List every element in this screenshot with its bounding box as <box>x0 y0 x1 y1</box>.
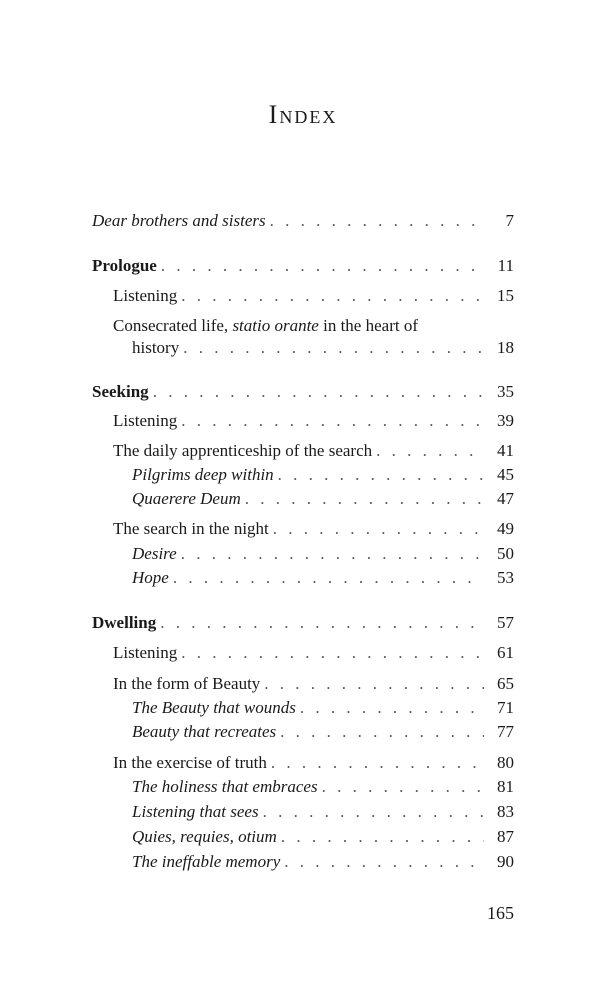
toc-section[interactable] <box>92 380 514 404</box>
toc-subentry-page: 71 <box>497 698 514 717</box>
toc-subentry-label: The holiness that embraces <box>132 777 318 796</box>
toc-subentry[interactable] <box>132 775 514 799</box>
toc-subentry-label: Quaerere Deum <box>132 489 241 508</box>
toc-subentry[interactable] <box>132 825 514 849</box>
toc-entry-label: The daily apprenticeship of the search <box>113 441 373 460</box>
toc-entry[interactable] <box>113 672 514 696</box>
toc-subentry-label: Desire <box>132 544 177 563</box>
toc-section[interactable] <box>92 254 514 278</box>
toc-subentry[interactable] <box>132 800 514 824</box>
toc-subentry[interactable] <box>132 463 514 487</box>
toc-subentry-label: Listening that sees <box>132 802 259 821</box>
toc-entry-label: In the form of Beauty <box>113 674 261 693</box>
toc-entry-label: history <box>132 338 180 357</box>
toc-subentry-page: 47 <box>497 489 514 508</box>
toc-entry[interactable] <box>113 439 514 463</box>
toc-entry-page: 49 <box>497 519 514 538</box>
toc-entry-page: 61 <box>497 643 514 662</box>
toc-subentry[interactable] <box>132 566 514 590</box>
toc-entry-page: 18 <box>497 338 514 357</box>
title-text: Index <box>268 100 338 129</box>
toc-entry-label: Listening <box>113 411 178 430</box>
toc-entry-label: Listening <box>113 643 178 662</box>
toc-subentry-page: 50 <box>497 544 514 563</box>
toc-section-label: Prologue <box>92 256 157 275</box>
page-number: 165 <box>487 903 514 923</box>
toc-entry-wrapped[interactable]: Consecrated life, statio orante in the heart of <box>113 316 418 335</box>
toc-entry[interactable] <box>113 409 514 433</box>
toc-entry-page: 41 <box>497 441 514 460</box>
toc-subentry-label: The Beauty that wounds <box>132 698 296 717</box>
toc-subentry[interactable] <box>132 542 514 566</box>
toc-section[interactable] <box>92 611 514 635</box>
toc-subentry-label: Beauty that recreates <box>132 722 277 741</box>
toc-subentry[interactable] <box>132 696 514 720</box>
toc-subentry[interactable] <box>132 850 514 874</box>
toc-subentry[interactable] <box>132 720 514 744</box>
toc-section-label: Seeking <box>92 382 149 401</box>
toc-entry-label: In the exercise of truth <box>113 753 267 772</box>
toc-entry-page: 39 <box>497 411 514 430</box>
toc-entry-continuation[interactable] <box>132 336 514 360</box>
toc-section-page: 57 <box>497 613 514 632</box>
toc-subentry-label: Hope <box>132 568 169 587</box>
toc-subentry-page: 87 <box>497 827 514 846</box>
toc-subentry-page: 77 <box>497 722 514 741</box>
toc-entry[interactable] <box>113 751 514 775</box>
toc-entry[interactable] <box>92 209 514 233</box>
page-title <box>0 100 606 130</box>
toc-entry[interactable] <box>113 517 514 541</box>
toc-subentry-label: The ineffable memory <box>132 852 281 871</box>
toc-subentry-page: 81 <box>497 777 514 796</box>
toc-section-label: Dwelling <box>92 613 157 632</box>
toc-entry-page: 65 <box>497 674 514 693</box>
toc-subentry-label: Quies, requies, otium <box>132 827 277 846</box>
toc-entry[interactable] <box>113 284 514 308</box>
toc-entry[interactable] <box>113 641 514 665</box>
toc-section-page: 11 <box>497 256 514 275</box>
toc-entry-page: 15 <box>497 286 514 305</box>
toc-entry-label: The search in the night <box>113 519 269 538</box>
toc-section-page: 35 <box>497 382 514 401</box>
toc-entry-page: 7 <box>505 211 514 230</box>
toc-subentry-page: 90 <box>497 852 514 871</box>
toc-entry-label: Listening <box>113 286 178 305</box>
toc-subentry[interactable] <box>132 487 514 511</box>
toc-subentry-page: 53 <box>497 568 514 587</box>
toc-entry-page: 80 <box>497 753 514 772</box>
toc-subentry-label: Pilgrims deep within <box>132 465 274 484</box>
toc-subentry-page: 83 <box>497 802 514 821</box>
toc-entry-label: Dear brothers and sisters <box>92 211 266 230</box>
toc-subentry-page: 45 <box>497 465 514 484</box>
